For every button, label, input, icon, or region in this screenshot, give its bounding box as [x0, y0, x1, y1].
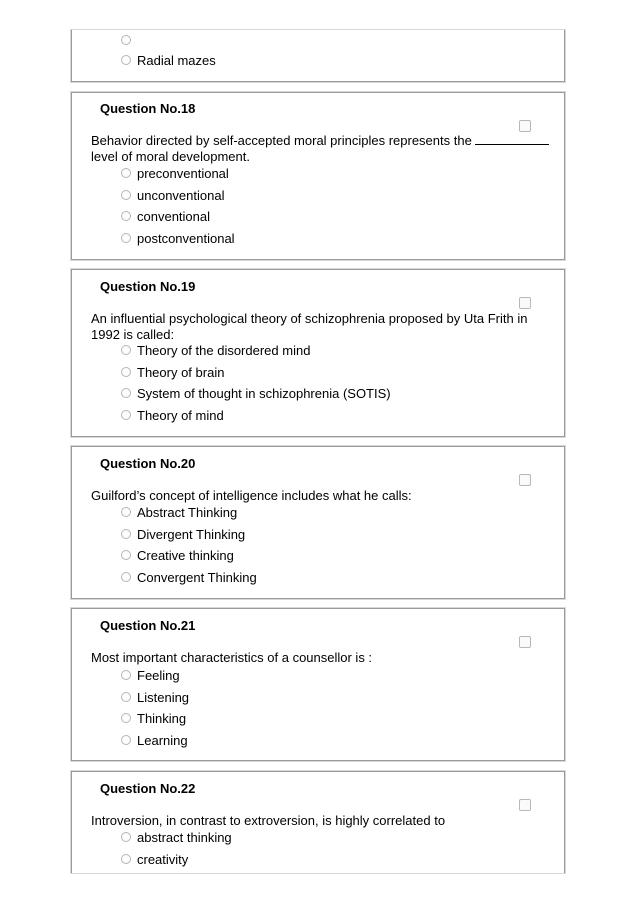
question-text-line1: Behavior directed by self-accepted moral principles represents the — [91, 133, 472, 148]
radio-button[interactable] — [121, 168, 131, 178]
option-label: Theory of mind — [137, 407, 224, 423]
question-text — [91, 133, 551, 165]
question-title: Question No.20 — [100, 456, 196, 471]
option-row[interactable] — [121, 567, 257, 587]
radio-button[interactable] — [121, 670, 131, 680]
option-row[interactable] — [121, 827, 232, 847]
option-row[interactable] — [121, 665, 180, 685]
option-label: Abstract Thinking — [137, 504, 238, 520]
radio-button[interactable] — [121, 345, 131, 355]
option-label: Theory of brain — [137, 364, 225, 380]
option-row[interactable] — [121, 383, 391, 403]
option-row[interactable] — [121, 708, 186, 728]
question-text-line2: 1992 is called: — [91, 327, 175, 342]
option-label: abstract thinking — [137, 829, 232, 845]
flag-checkbox[interactable] — [519, 474, 531, 486]
option-row[interactable] — [121, 163, 229, 183]
option-row[interactable] — [121, 545, 234, 565]
radio-button[interactable] — [121, 507, 131, 517]
option-label: Listening — [137, 689, 190, 705]
question-text-line1: Most important characteristics of a counsellor is : — [91, 650, 373, 665]
option-label: Creative thinking — [137, 547, 234, 563]
question-text-line2: level of moral development. — [91, 149, 250, 164]
option-row[interactable] — [121, 228, 235, 248]
question-card-18 — [71, 92, 565, 260]
question-text — [91, 311, 551, 343]
option-label: creativity — [137, 851, 189, 867]
question-text-line1: Guilford’s concept of intelligence includes what he calls: — [91, 488, 412, 503]
option-row[interactable] — [121, 687, 189, 707]
option-row[interactable] — [121, 730, 188, 750]
option-label: Learning — [137, 732, 188, 748]
option-row[interactable] — [121, 206, 210, 226]
radio-button[interactable] — [121, 388, 131, 398]
radio-button[interactable] — [121, 211, 131, 221]
question-card-20 — [71, 446, 565, 599]
option-label: Theory of the disordered mind — [137, 342, 311, 358]
flag-checkbox[interactable] — [519, 120, 531, 132]
question-card-19 — [71, 269, 565, 437]
question-title: Question No.19 — [100, 279, 196, 294]
question-title: Question No.18 — [100, 101, 196, 116]
radio-button[interactable] — [121, 367, 131, 377]
radio-button[interactable] — [121, 550, 131, 560]
question-text-line1: Introversion, in contrast to extroversion, is highly correlated to — [91, 813, 446, 828]
option-label: Thinking — [137, 710, 187, 726]
flag-checkbox[interactable] — [519, 636, 531, 648]
answer-blank — [475, 133, 549, 145]
option-label: Divergent Thinking — [137, 526, 246, 542]
option-label: System of thought in schizophrenia (SOTIS) — [137, 385, 391, 401]
option-row[interactable] — [121, 502, 237, 522]
option-label: preconventional — [137, 165, 229, 181]
radio-button[interactable] — [121, 190, 131, 200]
option-label: postconventional — [137, 230, 235, 246]
radio-button[interactable] — [121, 529, 131, 539]
flag-checkbox[interactable] — [519, 799, 531, 811]
radio-button[interactable] — [121, 832, 131, 842]
radio-button[interactable] — [121, 735, 131, 745]
option-label: conventional — [137, 208, 210, 224]
radio-button[interactable] — [121, 35, 131, 45]
question-card-17 — [71, 30, 565, 82]
question-text-line1: An influential psychological theory of schizophrenia proposed by Uta Frith in — [91, 311, 528, 326]
radio-button[interactable] — [121, 572, 131, 582]
option-row[interactable] — [121, 405, 224, 425]
option-label: Feeling — [137, 667, 180, 683]
question-text — [91, 650, 551, 666]
radio-button[interactable] — [121, 692, 131, 702]
option-row[interactable] — [121, 30, 137, 50]
option-label: unconventional — [137, 187, 225, 203]
option-row[interactable] — [121, 849, 188, 869]
radio-button[interactable] — [121, 854, 131, 864]
radio-button[interactable] — [121, 410, 131, 420]
option-label: Convergent Thinking — [137, 569, 257, 585]
option-label: Radial mazes — [137, 52, 216, 68]
option-row[interactable] — [121, 340, 310, 360]
radio-button[interactable] — [121, 55, 131, 65]
radio-button[interactable] — [121, 713, 131, 723]
radio-button[interactable] — [121, 233, 131, 243]
question-title: Question No.22 — [100, 781, 196, 796]
option-row[interactable] — [121, 362, 224, 382]
question-title: Question No.21 — [100, 618, 196, 633]
option-row[interactable] — [121, 185, 224, 205]
option-row[interactable] — [121, 50, 216, 70]
flag-checkbox[interactable] — [519, 297, 531, 309]
question-card-21 — [71, 608, 565, 761]
option-row[interactable] — [121, 524, 245, 544]
question-card-22 — [71, 771, 565, 873]
